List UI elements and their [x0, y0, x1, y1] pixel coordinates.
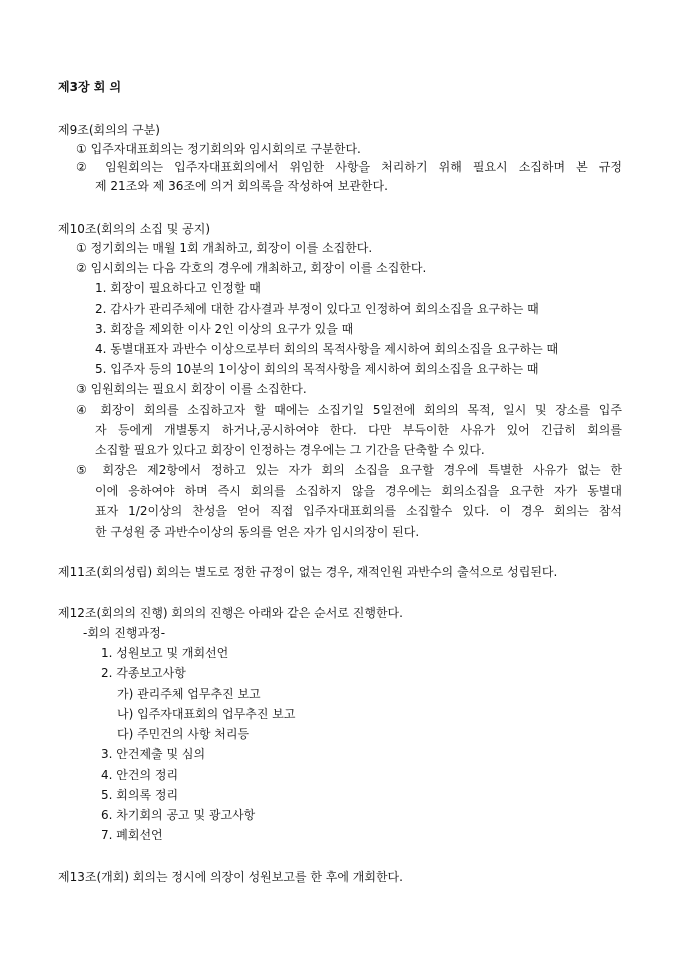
article-12-step-2: 2. 각종보고사항	[101, 666, 186, 680]
article-12-step-4: 4. 안건의 정리	[101, 768, 179, 782]
article-12-step-1: 1. 성원보고 및 개회선언	[101, 646, 229, 660]
article-12-step-2-b: 나) 입주자대표회의 업무추진 보고	[117, 707, 296, 721]
article-10-clause-2: ② 임시회의는 다음 각호의 경우에 개최하고, 회장이 이를 소집한다.	[76, 261, 427, 275]
article-9-heading: 제9조(회의의 구분)	[58, 123, 160, 137]
article-9-clause-1: ① 입주자대표회의는 정기회의와 임시회의로 구분한다.	[76, 142, 361, 156]
article-10-item-4: 4. 동별대표자 과반수 이상으로부터 회의의 목적사항을 제시하여 회의소집을 요구하는 때	[95, 342, 559, 356]
article-10-clause-4-line-3: 소집할 필요가 있다고 회장이 인정하는 경우에는 그 기간을 단축할 수 있다.	[95, 443, 485, 457]
article-10-item-2: 2. 감사가 관리주체에 대한 감사결과 부정이 있다고 인정하여 회의소집을 요구하는 때	[95, 302, 539, 316]
chapter-title: 제3장 회 의	[58, 80, 122, 94]
article-10-clause-5-line-1: ⑤ 회장은 제2항에서 정하고 있는 자가 회의 소집을 요구할 경우에 특별한 사유가 없는 한	[76, 463, 622, 477]
article-10-clause-4-line-2: 자 등에게 개별통지 하거나,공시하여야 한다. 다만 부득이한 사유가 있어 긴급히 회의를	[95, 423, 622, 437]
article-10-heading: 제10조(회의의 소집 및 공지)	[58, 222, 210, 236]
article-12-step-3: 3. 안건제출 및 심의	[101, 747, 206, 761]
article-11-text: 제11조(회의성립) 회의는 별도로 정한 규정이 없는 경우, 재적인원 과반수의 출석으로 성립된다.	[58, 565, 558, 579]
article-12-step-5: 5. 회의록 정리	[101, 788, 179, 802]
article-12-step-6: 6. 차기회의 공고 및 광고사항	[101, 808, 256, 822]
article-10-item-5: 5. 입주자 등의 10분의 1이상이 회의의 목적사항을 제시하여 회의소집을 요구하는 때	[95, 362, 539, 376]
article-12-text: 제12조(회의의 진행) 회의의 진행은 아래와 같은 순서로 진행한다.	[58, 606, 403, 620]
article-10-clause-1: ① 정기회의는 매월 1회 개최하고, 회장이 이를 소집한다.	[76, 241, 373, 255]
article-12-step-2-c: 다) 주민건의 사항 처리등	[117, 727, 250, 741]
article-12-step-2-a: 가) 관리주체 업무추진 보고	[117, 687, 261, 701]
article-10-clause-5-line-4: 한 구성원 중 과반수이상의 동의를 얻은 자가 임시의장이 된다.	[95, 525, 420, 539]
article-10-item-3: 3. 회장을 제외한 이사 2인 이상의 요구가 있을 때	[95, 322, 354, 336]
article-12-process-label: -회의 진행과정-	[83, 626, 166, 640]
article-10-clause-4-line-1: ④ 회장이 회의를 소집하고자 할 때에는 소집기일 5일전에 회의의 목적, 일시 및 장소를 입주	[76, 403, 622, 417]
article-12-step-7: 7. 폐회선언	[101, 828, 163, 842]
article-10-clause-5-line-2: 이에 응하여야 하며 즉시 회의를 소집하지 않을 경우에는 회의소집을 요구한 자가 동별대	[95, 484, 622, 498]
article-9-clause-2-line-2: 제 21조와 제 36조에 의거 회의록을 작성하여 보관한다.	[95, 179, 388, 193]
article-10-item-1: 1. 회장이 필요하다고 인정할 때	[95, 281, 261, 295]
article-13-text: 제13조(개회) 회의는 정시에 의장이 성원보고를 한 후에 개회한다.	[58, 870, 403, 884]
article-10-clause-3: ③ 임원회의는 필요시 회장이 이를 소집한다.	[76, 382, 307, 396]
article-9-clause-2-line-1: ② 임원회의는 입주자대표회의에서 위임한 사항을 처리하기 위해 필요시 소집하며 본 규정	[76, 160, 622, 174]
article-10-clause-5-line-3: 표자 1/2이상의 찬성을 얻어 직접 입주자대표회의를 소집할수 있다. 이 경우 회의는 참석	[95, 504, 622, 518]
